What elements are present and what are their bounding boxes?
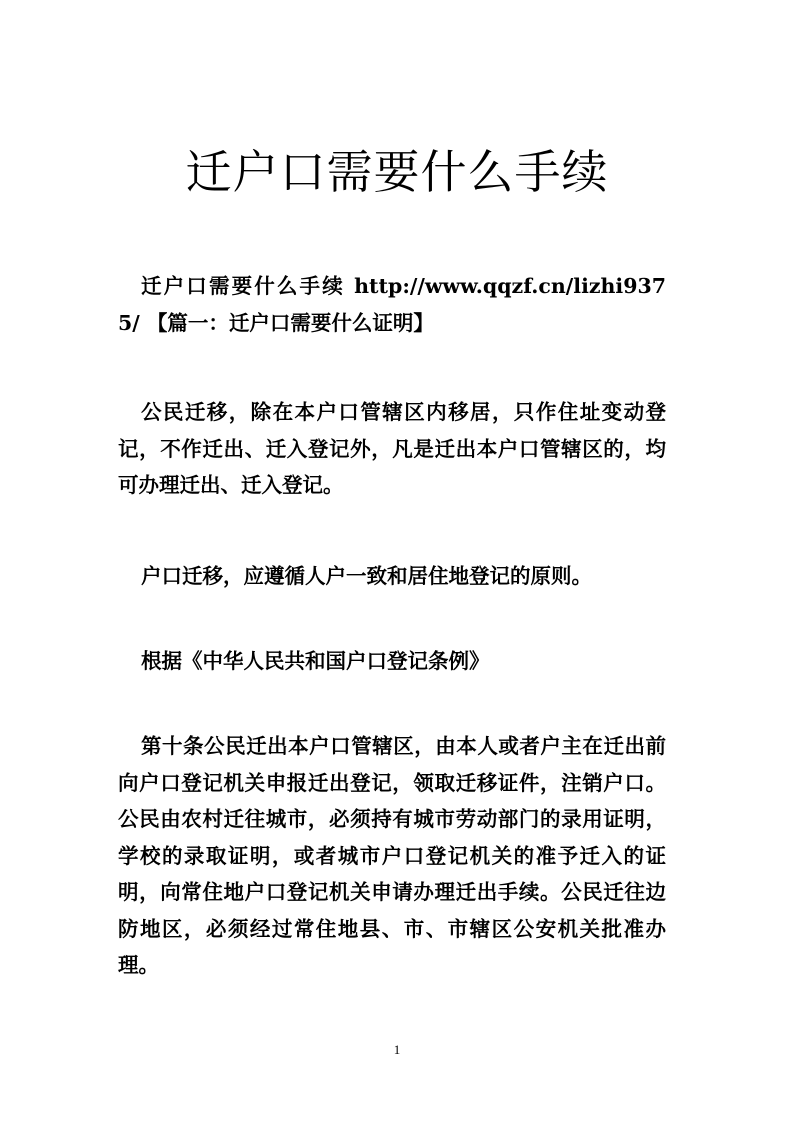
page-number: 1 — [393, 1042, 401, 1057]
paragraph-regulation-reference: 根据《中华人民共和国户口登记条例》 — [141, 649, 490, 673]
paragraph-article-ten: 第十条公民迁出本户口管辖区，由本人或者户主在迁出前向户口登记机关申报迁出登记，领取迁移证件，注销户口。公民由农村迁往城市，必须持有城市劳动部门的录用证明，学校的录取证明，或者城市户口登记机关的准予迁入的证明，向常住地户口登记机关申请办理迁出手续。公民迁往边防地区，必须经过常住地县、市、市辖区公安机关批准办理。 — [118, 734, 666, 977]
paragraph-principle: 户口迁移，应遵循人户一致和居住地登记的原则。 — [141, 564, 592, 588]
document-title: 迁户口需要什么手续 — [185, 145, 609, 199]
paragraph-intro: 迁户口需要什么手续 http://www.qqzf.cn/lizhi9375/ 【篇一：迁户口需要什么证明】 — [118, 274, 666, 335]
paragraph-migration-rule: 公民迁移，除在本户口管辖区内移居，只作住址变动登记，不作迁出、迁入登记外，凡是迁出本户口管辖区的，均可办理迁出、迁入登记。 — [118, 400, 666, 497]
